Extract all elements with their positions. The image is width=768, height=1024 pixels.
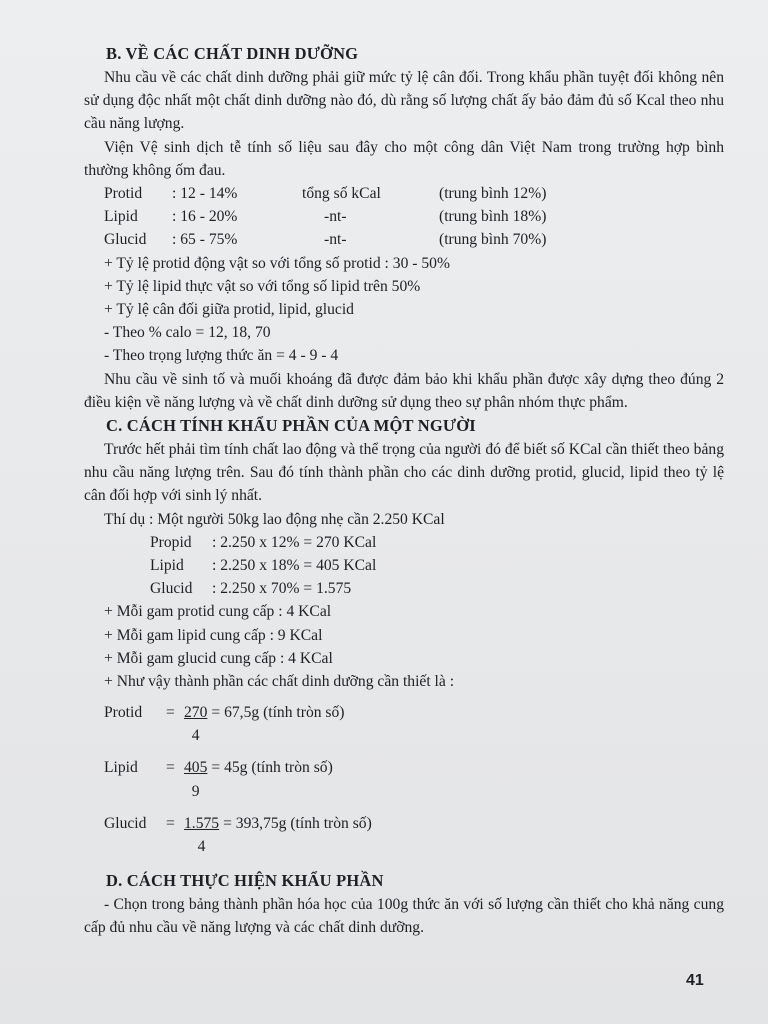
fraction-glucid xyxy=(84,808,724,859)
calc-expression: : 2.250 x 18% = 405 KCal xyxy=(212,557,377,575)
section-b-paragraph-1: Nhu cầu về các chất dinh dưỡng phải giữ mức tỷ lệ cân đối. Trong khẩu phần tuyệt đối không nên sử dụng độc nhất một chất dinh dưỡng nào đó, dù rằng số lượng chất ấy bảo đảm đủ số Kcal theo nhu cầu năng lượng. xyxy=(84,69,724,133)
list-item: - Theo trọng lượng thức ăn = 4 - 9 - 4 xyxy=(104,347,339,365)
nutrient-name: Lipid xyxy=(104,208,138,226)
fraction-result: = 67,5g (tính tròn số) xyxy=(211,704,345,722)
section-b-paragraph-2: Viện Vệ sinh dịch tễ tính số liệu sau đây cho một công dân Việt Nam trong trường hợp bình thường không ốm đau. xyxy=(84,138,724,179)
equals-sign: = xyxy=(166,814,175,832)
table-row xyxy=(84,205,724,228)
section-c-heading: C. CÁCH TÍNH KHẨU PHẦN CỦA MỘT NGƯỜI xyxy=(106,416,476,436)
table-row xyxy=(84,577,724,600)
denominator: 9 xyxy=(191,782,200,800)
calc-expression: : 2.250 x 12% = 270 KCal xyxy=(212,533,377,551)
nutrient-range: : 12 - 14% xyxy=(172,185,238,203)
nutrient-range: : 16 - 20% xyxy=(172,208,238,226)
section-d-paragraph-1: - Chọn trong bảng thành phần hóa học của 100g thức ăn với số lượng cần thiết cho khả năng cung cấp đủ nhu cầu về năng lượng và các chất dinh dưỡng. xyxy=(84,895,724,937)
equals-sign: = xyxy=(166,704,175,722)
numerator: 270 xyxy=(184,704,208,722)
nutrient-ratio-table xyxy=(84,182,724,252)
fraction xyxy=(184,808,219,859)
calc-name: Propid xyxy=(150,533,192,551)
calc-name: Lipid xyxy=(150,557,184,575)
calculation-table xyxy=(84,531,724,601)
equals-sign: = xyxy=(166,759,175,777)
section-d-heading: D. CÁCH THỰC HIỆN KHẨU PHẦN xyxy=(106,870,384,890)
list-item: + Tỷ lệ cân đối giữa protid, lipid, glucid xyxy=(104,301,354,319)
denominator: 4 xyxy=(191,727,200,745)
nutrient-average: (trung bình 70%) xyxy=(439,231,547,249)
list-item: + Tỷ lệ protid động vật so với tổng số protid : 30 - 50% xyxy=(104,254,450,272)
fraction-lipid xyxy=(84,752,724,803)
nutrient-range: : 65 - 75% xyxy=(172,231,238,249)
table-row xyxy=(84,228,724,251)
nutrient-average: (trung bình 18%) xyxy=(439,208,547,226)
nutrient-basis: -nt- xyxy=(324,231,347,249)
calc-name: Glucid xyxy=(150,580,193,598)
section-c-bullets xyxy=(84,600,724,693)
section-b-paragraph-3: Nhu cầu về sinh tố và muối khoáng đã được đảm bảo khi khẩu phần được xây dựng theo đúng 2 điều kiện về năng lượng và về chất dinh dưỡng sử dụng theo sự phân nhóm thực phẩm. xyxy=(84,370,724,411)
numerator: 405 xyxy=(184,759,208,777)
list-item: + Mỗi gam glucid cung cấp : 4 KCal xyxy=(104,649,333,667)
nutrient-average: (trung bình 12%) xyxy=(439,185,547,203)
fraction-label: Glucid xyxy=(104,814,147,832)
list-item: + Tỷ lệ lipid thực vật so với tổng số lipid trên 50% xyxy=(104,277,421,295)
list-item: + Mỗi gam protid cung cấp : 4 KCal xyxy=(104,603,332,621)
fraction xyxy=(184,752,207,803)
spacer xyxy=(84,859,724,869)
page-content xyxy=(84,42,724,939)
table-row xyxy=(84,182,724,205)
numerator: 1.575 xyxy=(184,814,220,832)
fraction-label: Protid xyxy=(104,704,143,722)
nutrient-basis: -nt- xyxy=(324,208,347,226)
nutrient-basis: tổng số kCal xyxy=(302,185,381,203)
example-line: Thí dụ : Một người 50kg lao động nhẹ cần 2.250 KCal xyxy=(104,510,445,528)
section-c-paragraph-1: Trước hết phải tìm tính chất lao động và thể trọng của người đó để biết số KCal cần thiết theo bảng nhu cầu năng lượng trên. Sau đó tính thành phần cho các dinh dưỡng protid, glucid, lipid theo tỷ lệ cân đối hợp với sinh lý nhất. xyxy=(84,441,724,505)
nutrient-name: Glucid xyxy=(104,231,147,249)
section-b-bullets xyxy=(84,252,724,368)
calc-expression: : 2.250 x 70% = 1.575 xyxy=(212,580,352,598)
fraction-result: = 393,75g (tính tròn số) xyxy=(223,814,372,832)
fraction-result: = 45g (tính tròn số) xyxy=(211,759,333,777)
list-item: + Mỗi gam lipid cung cấp : 9 KCal xyxy=(104,626,323,644)
list-item: - Theo % calo = 12, 18, 70 xyxy=(104,324,271,342)
section-b-heading: B. VỀ CÁC CHẤT DINH DƯỠNG xyxy=(106,44,359,63)
table-row xyxy=(84,554,724,577)
table-row xyxy=(84,531,724,554)
denominator: 4 xyxy=(197,837,206,855)
list-item: + Như vậy thành phần các chất dinh dưỡng cần thiết là : xyxy=(104,673,455,691)
nutrient-name: Protid xyxy=(104,185,143,203)
fraction-protid xyxy=(84,697,724,748)
fraction-label: Lipid xyxy=(104,759,138,777)
fraction xyxy=(184,697,207,748)
page-number: 41 xyxy=(686,972,704,989)
